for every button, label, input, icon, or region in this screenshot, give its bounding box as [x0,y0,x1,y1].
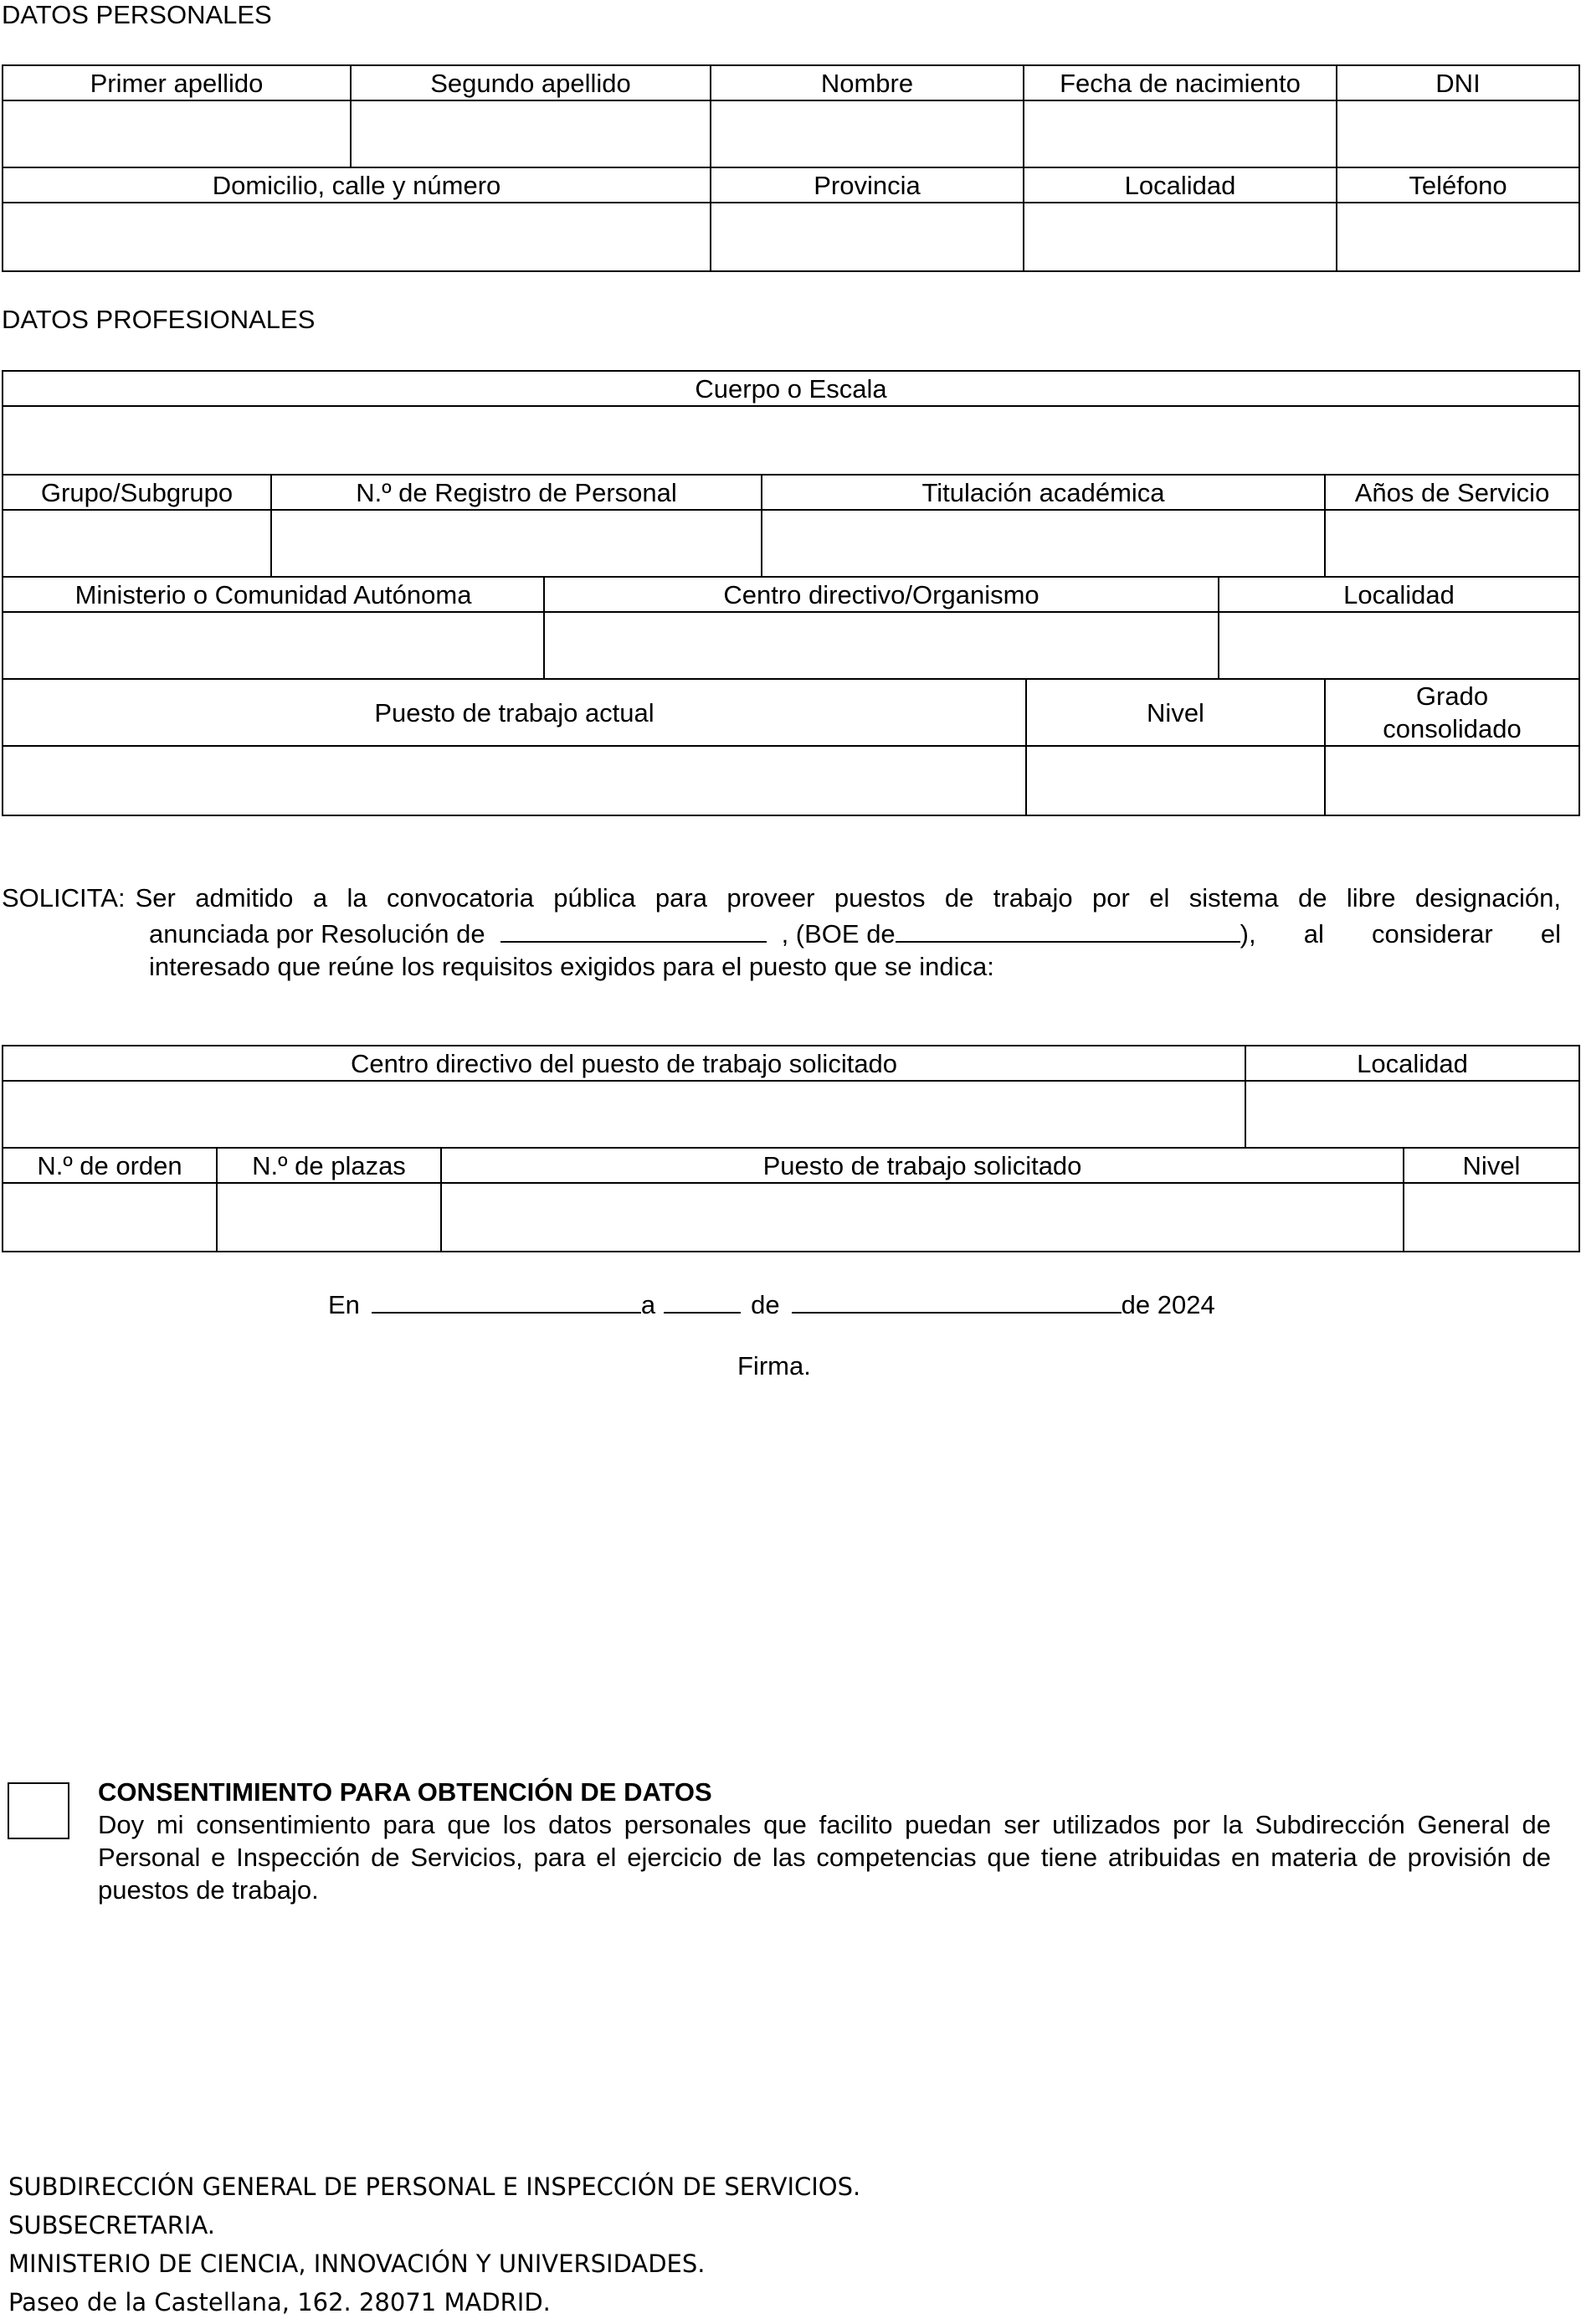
anos-servicio-field[interactable] [1324,511,1578,576]
professional-input-row-2 [3,511,1578,576]
header-fecha-nacimiento: Fecha de nacimiento [1023,66,1336,100]
solicita-line-3: interesado que reúne los requisitos exigidos para el puesto que se indica: [149,952,994,981]
personal-data-table [2,64,1580,272]
month-blank[interactable] [792,1285,1122,1314]
header-segundo-apellido: Segundo apellido [350,66,710,100]
solicita-resolucion-text: anunciada por Resolución de [149,919,485,949]
numero-plazas-field[interactable] [216,1184,440,1251]
telefono-field[interactable] [1336,203,1578,270]
provincia-field[interactable] [710,203,1023,270]
header-ministerio: Ministerio o Comunidad Autónoma [74,579,472,609]
header-grado-consolidado: Grado consolidado [1324,680,1578,745]
nivel-actual-field[interactable] [1025,747,1324,815]
consent-text: Doy mi consentimiento para que los datos personales que facilito puedan ser utilizados por la Subdirección General de Personal e Inspección de Servicios, para el ejercicio de las competencias que tiene atribuidas en materia de provisión de puestos de trabajo. [98,1810,1551,1905]
header-grupo-subgrupo: Grupo/Subgrupo [40,477,234,507]
resolucion-blank[interactable] [500,914,767,943]
numero-orden-field[interactable] [3,1184,216,1251]
header-localidad-solicitada: Localidad [1245,1046,1578,1080]
cuerpo-escala-field[interactable] [3,407,1578,474]
header-nombre: Nombre [710,66,1023,100]
consent-checkbox[interactable] [8,1782,69,1839]
header-titulacion: Titulación académica [761,476,1324,509]
solicita-boe-text: , (BOE de [781,919,896,949]
consent-block [98,1776,1551,1906]
request-header-row-1 [3,1046,1578,1080]
solicita-considerar-text: ), al considerar el [1240,919,1561,949]
consent-title: CONSENTIMIENTO PARA OBTENCIÓN DE DATOS [98,1777,712,1807]
boe-blank[interactable] [896,914,1240,943]
header-numero-orden: N.º de orden [37,1150,182,1180]
date-line [328,1285,1215,1321]
footer-line-subsecretaria: SUBSECRETARIA. [8,2211,216,2239]
header-localidad: Localidad [1023,168,1336,202]
firma-label: Firma. [737,1351,811,1381]
footer-line-ministerio: MINISTERIO DE CIENCIA, INNOVACIÓN Y UNIVERSIDADES. [8,2249,706,2278]
request-input-row-1 [3,1082,1578,1147]
grado-consolidado-field[interactable] [1324,747,1578,815]
header-nivel-actual: Nivel [1025,680,1324,745]
personal-input-row-2 [3,203,1578,270]
personal-header-row-2 [3,168,1578,202]
localidad-field[interactable] [1023,203,1336,270]
professional-header-row-4 [3,680,1578,745]
header-puesto-solicitado: Puesto de trabajo solicitado [440,1149,1403,1182]
grupo-subgrupo-field[interactable] [3,511,270,576]
dni-field[interactable] [1336,101,1578,167]
solicita-paragraph [2,882,1561,983]
header-centro-solicitado: Centro directivo del puesto de trabajo solicitado [350,1048,898,1078]
header-localidad-profesional: Localidad [1218,578,1578,611]
header-numero-plazas: N.º de plazas [216,1149,440,1182]
localidad-profesional-field[interactable] [1218,613,1578,678]
centro-solicitado-field[interactable] [3,1082,1245,1147]
segundo-apellido-field[interactable] [350,101,710,167]
date-en-text: En [328,1290,360,1319]
solicita-line-1: Ser admitido a la convocatoria pública para proveer puestos de trabajo por el sistema de libre designación, [135,883,1561,913]
centro-directivo-field[interactable] [543,613,1218,678]
request-input-row-2 [3,1184,1578,1251]
nivel-solicitado-field[interactable] [1403,1184,1578,1251]
cuerpo-header-row [3,372,1578,405]
ministerio-field[interactable] [3,613,543,678]
personal-header-row-1 [3,66,1578,100]
solicita-line-2 [149,914,1561,950]
registro-personal-field[interactable] [270,511,761,576]
professional-input-row-4 [3,747,1578,815]
professional-data-table [2,370,1580,816]
cuerpo-input-row [3,407,1578,474]
day-blank[interactable] [664,1285,741,1314]
fecha-nacimiento-field[interactable] [1023,101,1336,167]
header-centro-directivo: Centro directivo/Organismo [543,578,1218,611]
request-header-row-2 [3,1149,1578,1182]
header-domicilio: Domicilio, calle y número [212,170,501,200]
professional-input-row-3 [3,613,1578,678]
header-anos-servicio: Años de Servicio [1324,476,1578,509]
solicita-label: SOLICITA: [2,883,126,913]
primer-apellido-field[interactable] [3,101,350,167]
professional-section-title: DATOS PROFESIONALES [2,305,316,334]
date-de-text: de [751,1290,780,1319]
header-telefono: Teléfono [1336,168,1578,202]
header-dni: DNI [1336,66,1578,100]
localidad-solicitada-field[interactable] [1245,1082,1578,1147]
puesto-solicitado-field[interactable] [440,1184,1403,1251]
requested-position-table [2,1045,1580,1252]
nombre-field[interactable] [710,101,1023,167]
titulacion-field[interactable] [761,511,1324,576]
footer-line-direccion: Paseo de la Castellana, 162. 28071 MADRID. [8,2288,551,2316]
header-registro-personal: N.º de Registro de Personal [270,476,761,509]
professional-header-row-2 [3,476,1578,509]
header-primer-apellido: Primer apellido [90,68,264,98]
header-puesto-actual: Puesto de trabajo actual [374,697,654,728]
date-a-text: a [640,1290,656,1319]
puesto-actual-field[interactable] [3,747,1025,815]
header-provincia: Provincia [710,168,1023,202]
personal-input-row-1 [3,101,1578,167]
place-blank[interactable] [372,1285,641,1314]
footer-address [8,2167,860,2321]
domicilio-field[interactable] [3,203,710,270]
header-cuerpo-escala: Cuerpo o Escala [695,373,887,404]
professional-header-row-3 [3,578,1578,611]
header-nivel-solicitado: Nivel [1403,1149,1578,1182]
personal-section-title: DATOS PERSONALES [2,0,272,29]
date-year-text: de 2024 [1121,1290,1215,1319]
footer-line-subdireccion: SUBDIRECCIÓN GENERAL DE PERSONAL E INSPECCIÓN DE SERVICIOS. [8,2172,861,2201]
